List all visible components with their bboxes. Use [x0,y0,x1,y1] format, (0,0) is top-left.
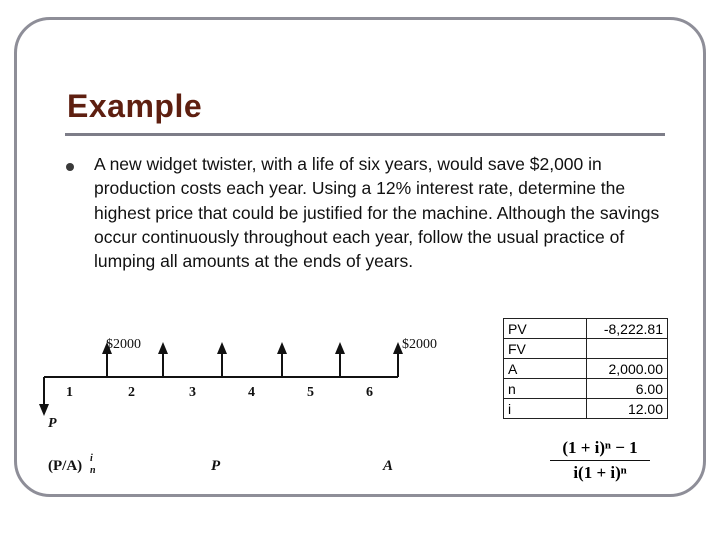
year-label-6: 6 [366,385,373,400]
year-label-3: 3 [189,385,196,400]
year-label-4: 4 [248,385,255,400]
up-arrow-5 [335,342,345,377]
up-arrow-2 [158,342,168,377]
factor-subscript: n [90,465,96,476]
p-label: P [48,416,57,431]
row-key: i [504,399,587,419]
table-row [504,359,668,379]
factor-notation: (P/A) [48,458,83,474]
row-value: -8,222.81 [587,319,668,339]
table-row [504,379,668,399]
up-arrow-4 [277,342,287,377]
year-label-2: 2 [128,385,135,400]
up-arrow-3 [217,342,227,377]
row-key: A [504,359,587,379]
slide-body-text: A new widget twister, with a life of six years, would save $2,000 in production costs each year. Using a 12% interest rate, determine the highest price that could be justified for the machine. Although the savings occur continuously throughout each year, follow the usual practice of lumping all amounts at the ends of years. [94,154,660,272]
annuity-formula [550,438,650,483]
row-value: 2,000.00 [587,359,668,379]
row-value: 12.00 [587,399,668,419]
formula-denominator: i(1 + i)ⁿ [573,463,627,482]
title-divider [65,133,665,136]
bullet-icon [66,163,74,171]
row-key: n [504,379,587,399]
bottom-a-label: A [383,458,394,474]
factor-superscript: i [90,453,93,464]
row-key: FV [504,339,587,359]
cash-flow-diagram [36,330,456,480]
arrow-amount-label-left: $2000 [106,337,141,352]
row-value: 6.00 [587,379,668,399]
year-label-1: 1 [66,385,73,400]
p-arrow-head [39,404,49,416]
formula-numerator: (1 + i)ⁿ − 1 [550,438,650,461]
row-key: PV [504,319,587,339]
bottom-p-label: P [211,458,221,474]
arrow-amount-label-right: $2000 [402,337,437,352]
table-row [504,399,668,419]
table-row [504,339,668,359]
slide-title: Example [67,88,203,124]
row-value [587,339,668,359]
table-row [504,319,668,339]
year-label-5: 5 [307,385,314,400]
calculator-table [503,318,668,419]
